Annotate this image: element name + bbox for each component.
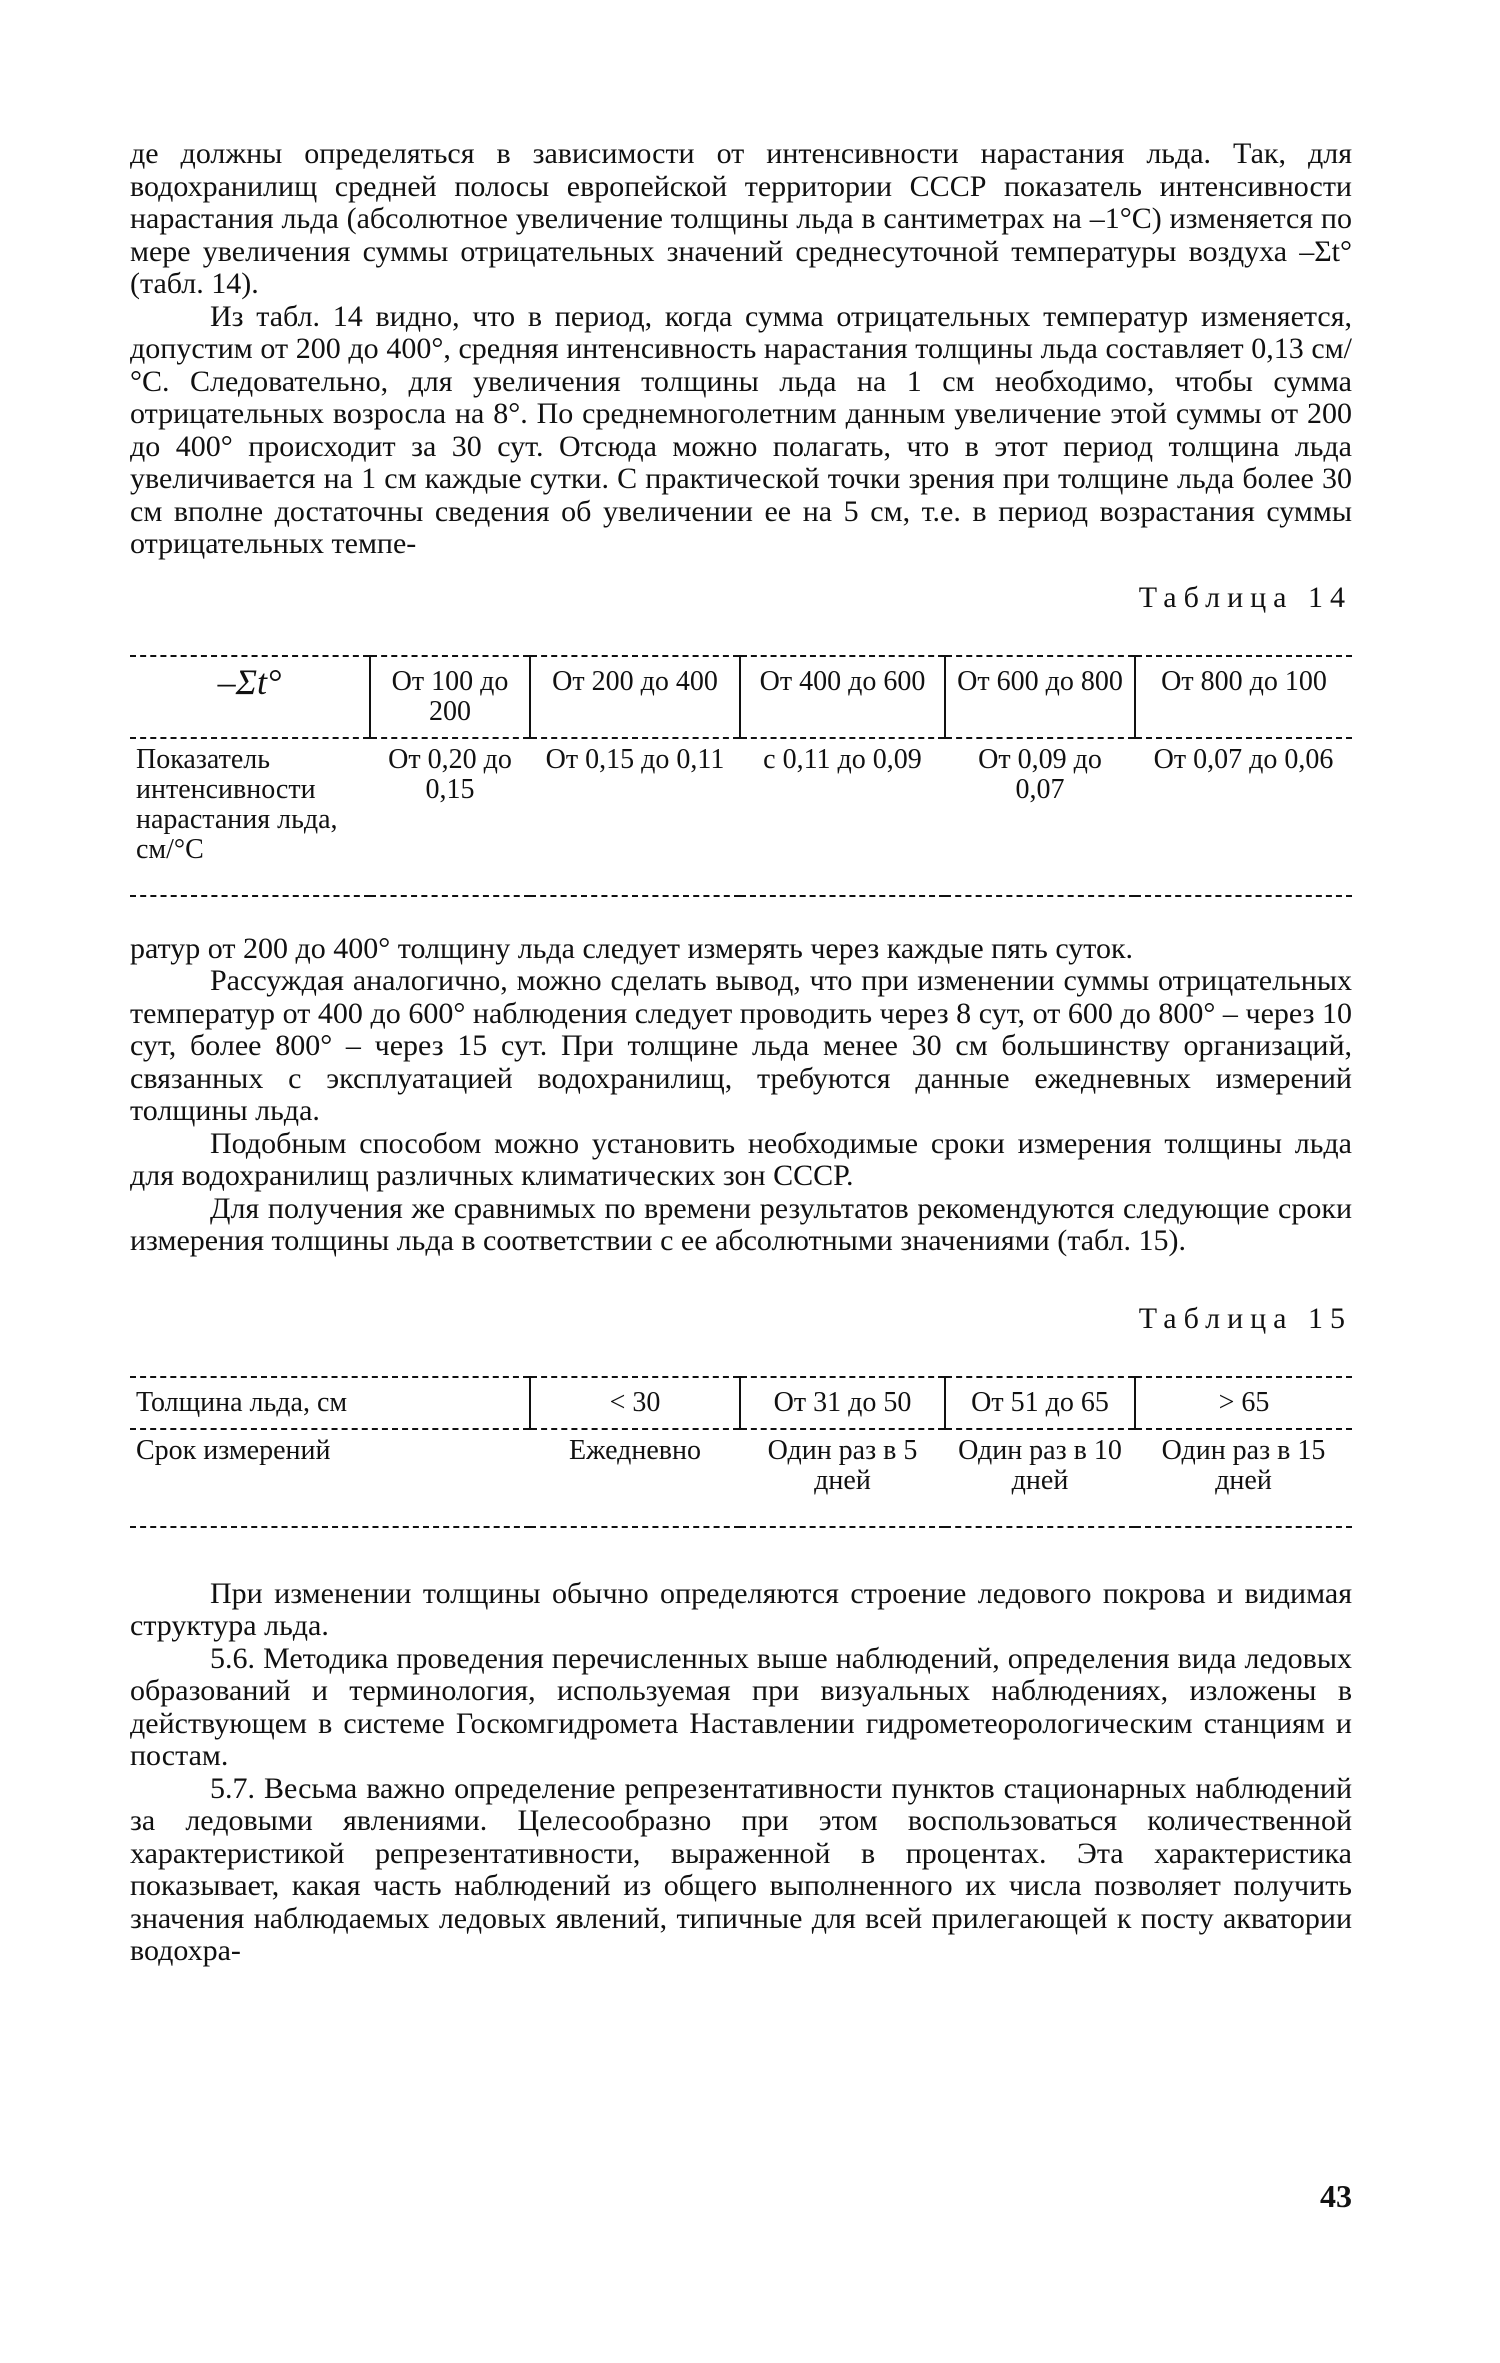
- table-cell: От 0,07 до 0,06: [1135, 738, 1352, 896]
- table-cell: Один раз в 10 дней: [945, 1429, 1135, 1527]
- table-corner-header: –Σt°: [130, 656, 370, 738]
- table-column-header: От 51 до 65: [945, 1377, 1135, 1429]
- paragraph: ратур от 200 до 400° толщину льда следует измерять через каждые пять суток.: [130, 931, 1134, 965]
- table-row-label: Срок измерений: [130, 1429, 530, 1527]
- table-cell: Ежедневно: [530, 1429, 740, 1527]
- table-15: [130, 1376, 1352, 1528]
- table-column-header: От 200 до 400: [530, 656, 740, 738]
- table-cell: Один раз в 5 дней: [740, 1429, 945, 1527]
- paragraph: Из табл. 14 видно, что в период, когда сумма отрицательных температур изменяется, допустим от 200 до 400°, средняя интенсивность нарастания толщины льда составляет 0,13 см/°С. Следовательно, для увеличения толщины льда на 1 см необходимо, чтобы сумма отрицательных возросла на 8°. По среднемноголетним данным увеличение этой суммы от 200 до 400° происходит за 30 сут. Отсюда можно полагать, что в этот период толщина льда увеличивается на 1 см каждые сутки. С практической точки зрения при толщине льда более 30 см вполне достаточны сведения об увеличении ее на 5 см, т.е. в период возрастания суммы отрицательных темпе-: [130, 299, 1352, 560]
- table-column-header: От 31 до 50: [740, 1377, 945, 1429]
- table-row: [130, 1429, 1352, 1527]
- paragraph: Подобным способом можно установить необходимые сроки измерения толщины льда для водохранилищ различных климатических зон СССР.: [130, 1126, 1352, 1192]
- table-column-header: < 30: [530, 1377, 740, 1429]
- table-header-row: [130, 656, 1352, 738]
- table-column-header: От 600 до 800: [945, 656, 1135, 738]
- table-corner-header: Толщина льда, см: [130, 1377, 530, 1429]
- table-14: [130, 655, 1352, 897]
- page-number: 43: [1320, 2178, 1352, 2214]
- table-cell: От 0,20 до 0,15: [370, 738, 530, 896]
- table-row: [130, 738, 1352, 896]
- table-14-caption: Таблица 14: [1138, 580, 1352, 614]
- table-cell: с 0,11 до 0,09: [740, 738, 945, 896]
- paragraph: При изменении толщины обычно определяются строение ледового покрова и видимая структура льда.: [130, 1576, 1352, 1642]
- table-cell: От 0,15 до 0,11: [530, 738, 740, 896]
- table-header-row: [130, 1377, 1352, 1429]
- paragraph: 5.6. Методика проведения перечисленных выше наблюдений, определения вида ледовых образований и терминология, используемая при визуальных наблюдениях, изложены в действующем в системе Госкомгидромета Наставлении гидрометеорологическим станциям и постам.: [130, 1641, 1352, 1772]
- paragraph: Для получения же сравнимых по времени результатов рекомендуются следующие сроки измерения толщины льда в соответствии с ее абсолютными значениями (табл. 15).: [130, 1191, 1352, 1257]
- table-row-label: Показатель интенсивности нарастания льда, см/°С: [130, 738, 370, 896]
- paragraph: Рассуждая аналогично, можно сделать вывод, что при изменении суммы отрицательных температур от 400 до 600° наблюдения следует проводить через 8 сут, от 600 до 800° – через 10 сут, более 800° – через 15 сут. При толщине льда менее 30 см большинству организаций, связанных с эксплуатацией водохранилищ, требуются данные ежедневных измерений толщины льда.: [130, 964, 1352, 1127]
- page-body: [130, 138, 1352, 1968]
- table-cell: От 0,09 до 0,07: [945, 738, 1135, 896]
- table-cell: Один раз в 15 дней: [1135, 1429, 1352, 1527]
- table-column-header: От 100 до 200: [370, 656, 530, 738]
- table-column-header: > 65: [1135, 1377, 1352, 1429]
- table-column-header: От 800 до 100: [1135, 656, 1352, 738]
- paragraph: 5.7. Весьма важно определение репрезентативности пунктов стационарных наблюдений за ледовыми явлениями. Целесообразно при этом воспользоваться количественной характеристикой репрезентативности, выраженной в процентах. Эта характеристика показывает, какая часть наблюдений из общего выполненного их числа позволяет получить значения наблюдаемых ледовых явлений, типичные для всей прилегающей к посту акватории водохра-: [130, 1771, 1352, 1967]
- paragraph: де должны определяться в зависимости от интенсивности нарастания льда. Так, для водохранилищ средней полосы европейской территории СССР показатель интенсивности нарастания льда (абсолютное увеличение толщины льда в сантиметрах на –1°С) изменяется по мере увеличения суммы отрицательных значений среднесуточной температуры воздуха –Σt° (табл. 14).: [130, 137, 1352, 300]
- table-column-header: От 400 до 600: [740, 656, 945, 738]
- table-15-caption: Таблица 15: [1138, 1301, 1352, 1335]
